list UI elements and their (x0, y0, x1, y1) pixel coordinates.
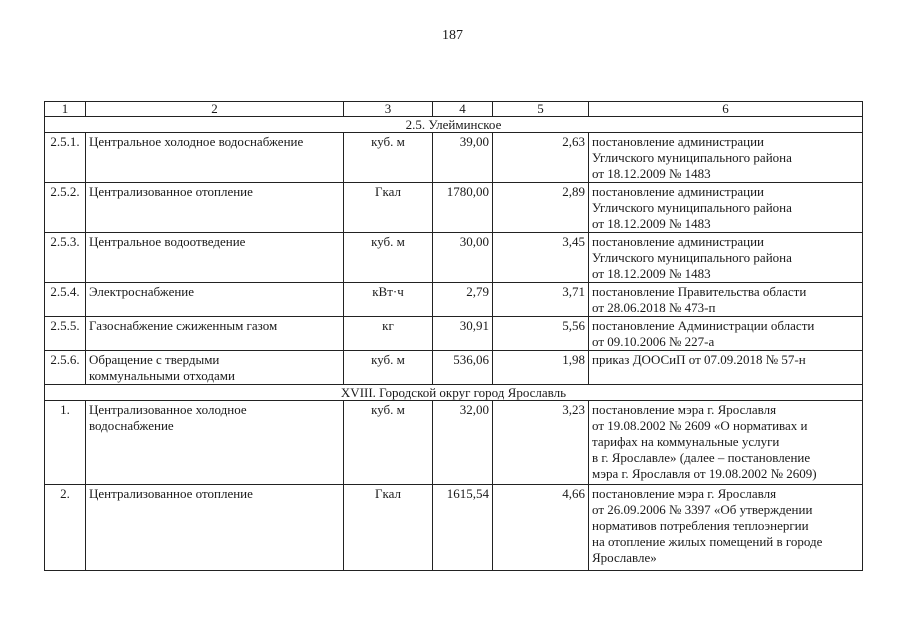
document-line: в г. Ярославле» (далее – постановление (592, 450, 811, 465)
document-cell (589, 283, 863, 317)
table-row (45, 485, 863, 571)
document-line: постановление администрации (592, 184, 765, 199)
table-row (45, 401, 863, 485)
document-line: от 19.08.2002 № 2609 «О нормативах и (592, 418, 808, 433)
service-name: Газоснабжение сжиженным газом (86, 317, 344, 351)
unit-cell: куб. м (344, 351, 433, 385)
service-name: Централизованное отопление (86, 485, 344, 571)
unit-cell: куб. м (344, 133, 433, 183)
document-cell (589, 233, 863, 283)
document-line: Угличского муниципального района (592, 250, 792, 265)
utility-norms-table (44, 101, 863, 571)
column-header: 3 (344, 102, 433, 117)
service-name (86, 401, 344, 485)
document-cell (589, 317, 863, 351)
document-line: постановление администрации (592, 134, 765, 149)
value-cell: 5,56 (493, 317, 589, 351)
table-row (45, 133, 863, 183)
value-cell: 2,63 (493, 133, 589, 183)
norm-cell: 1615,54 (433, 485, 493, 571)
service-name-line: Централизованное холодное (89, 402, 247, 417)
document-line: от 18.12.2009 № 1483 (592, 166, 711, 181)
document-cell (589, 183, 863, 233)
document-line: приказ ДООСиП от 07.09.2018 № 57-н (592, 352, 806, 367)
table-row (45, 233, 863, 283)
value-cell: 3,71 (493, 283, 589, 317)
service-name (86, 351, 344, 385)
section-header-row (45, 117, 863, 133)
service-name: Централизованное отопление (86, 183, 344, 233)
column-header: 6 (589, 102, 863, 117)
table-row (45, 351, 863, 385)
document-line: от 18.12.2009 № 1483 (592, 266, 711, 281)
norm-cell: 39,00 (433, 133, 493, 183)
document-line: тарифах на коммунальные услуги (592, 434, 780, 449)
section-title: XVIII. Городской округ город Ярославль (45, 385, 863, 401)
section-title: 2.5. Улейминское (45, 117, 863, 133)
document-line: постановление мэра г. Ярославля (592, 402, 777, 417)
value-cell: 3,23 (493, 401, 589, 485)
column-header: 2 (86, 102, 344, 117)
norm-cell: 1780,00 (433, 183, 493, 233)
row-number: 2.5.5. (45, 317, 86, 351)
document-cell (589, 485, 863, 571)
service-name-line: Обращение с твердыми (89, 352, 220, 367)
row-number: 2.5.6. (45, 351, 86, 385)
value-cell: 2,89 (493, 183, 589, 233)
document-cell (589, 401, 863, 485)
document-line: от 28.06.2018 № 473-п (592, 300, 716, 315)
table-row (45, 317, 863, 351)
document-line: нормативов потребления теплоэнергии (592, 518, 809, 533)
norm-cell: 32,00 (433, 401, 493, 485)
service-name-line: водоснабжение (89, 418, 174, 433)
page-number: 187 (442, 28, 463, 43)
section-header-row (45, 385, 863, 401)
document-line: Угличского муниципального района (592, 150, 792, 165)
norm-cell: 30,91 (433, 317, 493, 351)
row-number: 2. (45, 485, 86, 571)
value-cell: 3,45 (493, 233, 589, 283)
service-name-line: коммунальными отходами (89, 368, 235, 383)
document-line: от 18.12.2009 № 1483 (592, 216, 711, 231)
norm-cell: 2,79 (433, 283, 493, 317)
row-number: 2.5.1. (45, 133, 86, 183)
document-cell (589, 133, 863, 183)
unit-cell: кг (344, 317, 433, 351)
unit-cell: кВт·ч (344, 283, 433, 317)
unit-cell: куб. м (344, 401, 433, 485)
document-line: Угличского муниципального района (592, 200, 792, 215)
document-line: постановление Правительства области (592, 284, 807, 299)
column-header: 4 (433, 102, 493, 117)
unit-cell: Гкал (344, 485, 433, 571)
document-line: от 09.10.2006 № 227-а (592, 334, 715, 349)
document-line: от 26.09.2006 № 3397 «Об утверждении (592, 502, 813, 517)
column-number-row (45, 102, 863, 117)
norm-cell: 30,00 (433, 233, 493, 283)
document-line: постановление мэра г. Ярославля (592, 486, 777, 501)
document-line: Ярославле» (592, 550, 657, 565)
unit-cell: куб. м (344, 233, 433, 283)
document-line: на отопление жилых помещений в городе (592, 534, 823, 549)
norm-cell: 536,06 (433, 351, 493, 385)
document-line: мэра г. Ярославля от 19.08.2002 № 2609) (592, 466, 817, 481)
document-line: постановление администрации (592, 234, 765, 249)
column-header: 1 (45, 102, 86, 117)
value-cell: 4,66 (493, 485, 589, 571)
unit-cell: Гкал (344, 183, 433, 233)
row-number: 2.5.3. (45, 233, 86, 283)
row-number: 2.5.2. (45, 183, 86, 233)
value-cell: 1,98 (493, 351, 589, 385)
table-row (45, 283, 863, 317)
row-number: 1. (45, 401, 86, 485)
row-number: 2.5.4. (45, 283, 86, 317)
table-row (45, 183, 863, 233)
service-name: Центральное водоотведение (86, 233, 344, 283)
column-header: 5 (493, 102, 589, 117)
service-name: Центральное холодное водоснабжение (86, 133, 344, 183)
document-cell (589, 351, 863, 385)
service-name: Электроснабжение (86, 283, 344, 317)
document-line: постановление Администрации области (592, 318, 815, 333)
